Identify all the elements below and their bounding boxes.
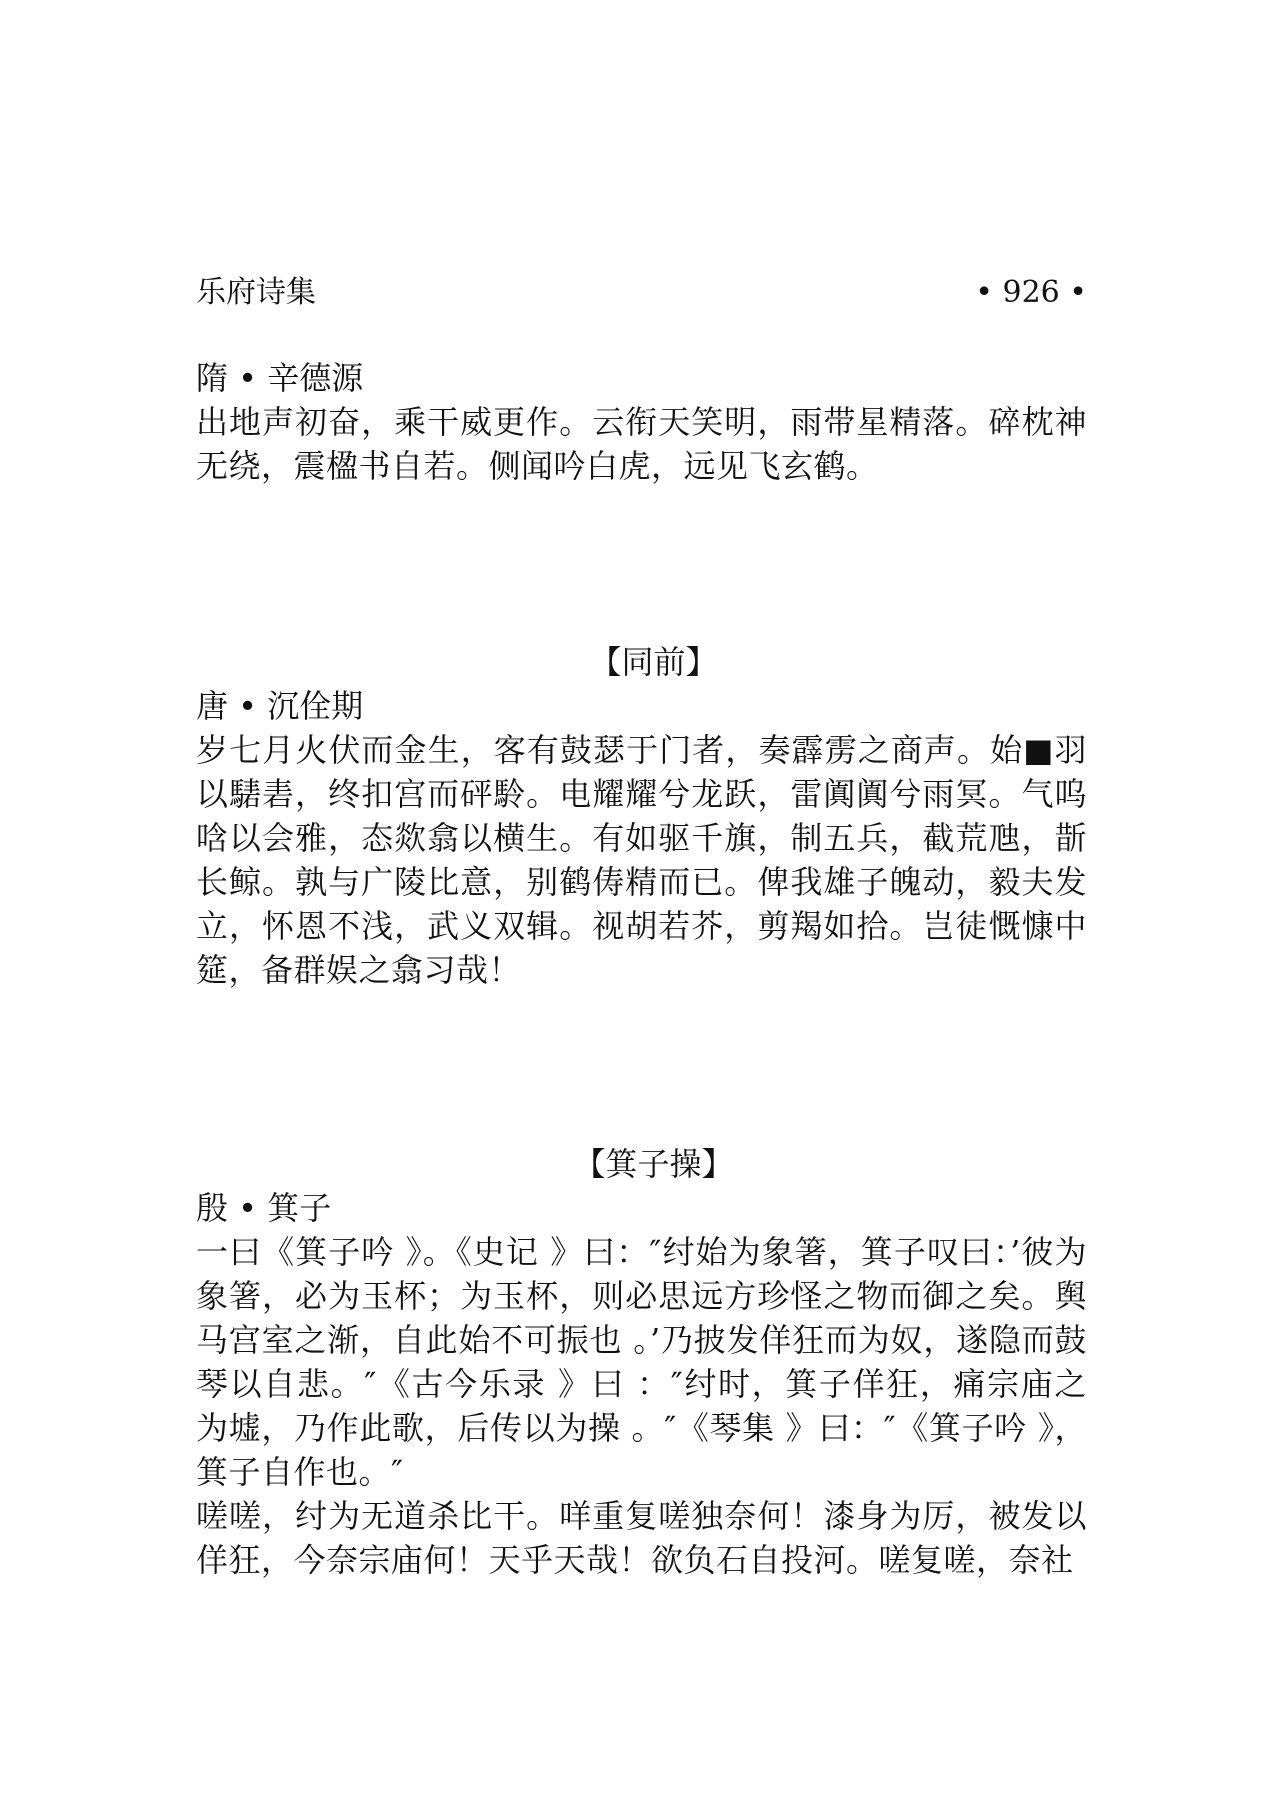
running-header [196,268,1087,318]
poem-section [196,640,1087,992]
poem-author: 隋 • 辛德源 [196,359,364,397]
book-title: 乐府诗集 [196,275,316,310]
poem-text: 出地声初奋，乘干威更作。云衔天笑明，雨带星精落。碎枕神无绕，震楹书自若。侧闻吟白虎，远见飞玄鹤。 [196,403,1087,485]
poem-section [196,1142,1087,1582]
poem-author: 唐 • 沉佺期 [196,687,364,725]
page-number: • 926 • [975,275,1087,310]
poem-preface: 一曰《箕子吟 》。《史记 》曰：″纣始为象箸，箕子叹曰：’彼为象箸，必为玉杯；为玉杯，则必思远方珍怪之物而御之矣。舆马宫室之渐，自此始不可振也 。’乃披发佯狂而为奴，遂隐而鼓琴以自悲。″《古今乐录 》曰 ：″纣时，箕子佯狂，痛宗庙之为墟，乃作此歌，后传以为操 。″《琴集 》曰：″《箕子吟 》，箕子自作也。″ [196,1233,1087,1491]
poem-text: 岁七月火伏而金生，客有鼓瑟于门者，奏霹雳之商声。始■羽以騞砉，终扣宫而砰駖。电耀耀兮龙跃，雷阗阗兮雨冥。气呜唅以会雅，态欻翕以横生。有如驱千旗，制五兵，截荒虺，斮长鲸。孰与广陵比意，别鹤俦精而已。俾我雄子魄动，毅夫发立，怀恩不浅，武义双辑。视胡若芥，剪羯如拾。岂徒慨慷中筵，备群娱之翕习哉！ [196,731,1087,989]
page [196,268,1087,1582]
poem-author: 殷 • 箕子 [196,1189,332,1227]
poem-title: 【同前】 [589,643,718,681]
poem-text: 嗟嗟，纣为无道杀比干。咩重复嗟独奈何！漆身为厉，被发以佯狂，今奈宗庙何！天乎天哉！欲负石自投河。嗟复嗟，奈社 [196,1497,1087,1579]
poem-section [196,356,1087,488]
poem-title: 【箕子操】 [573,1145,734,1183]
